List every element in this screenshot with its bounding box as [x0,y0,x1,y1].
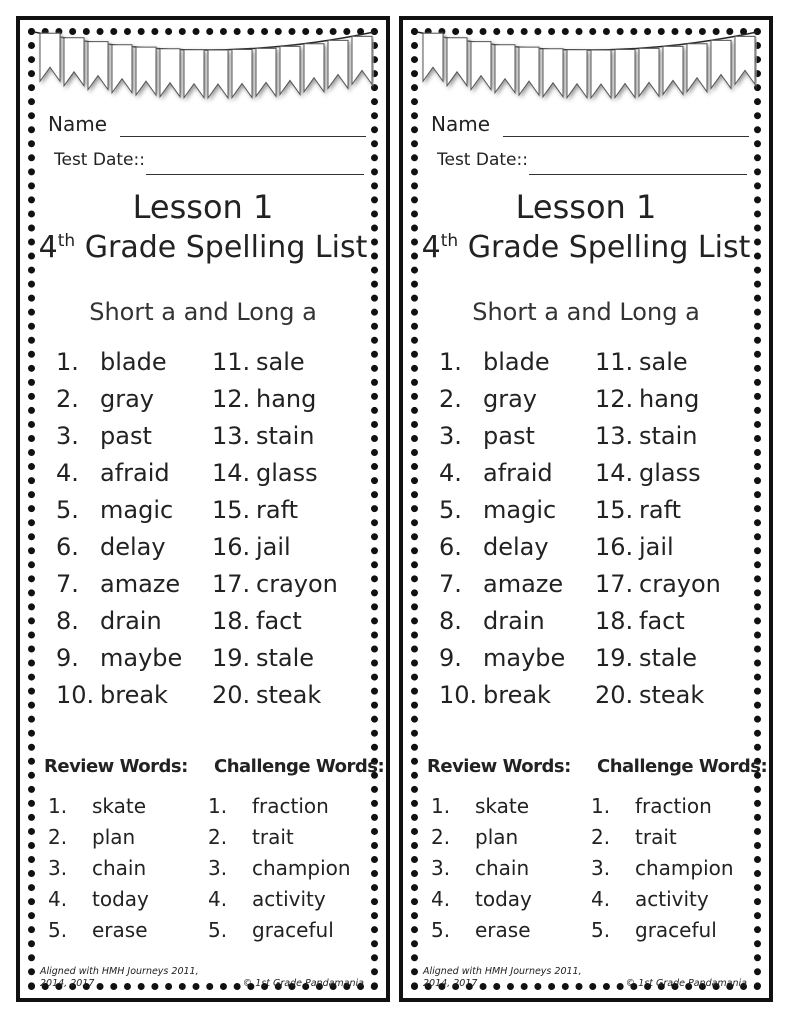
review-word: erase [475,918,531,942]
word-number: 7. [56,570,79,598]
dotted-border [28,28,378,990]
word-number: 14. [595,459,634,487]
spelling-word: fact [639,607,685,635]
challenge-word: champion [635,856,734,880]
word-number: 3. [56,422,79,450]
bunting-banner [417,28,757,108]
test-date-field-line[interactable] [529,174,747,175]
review-word: erase [92,918,148,942]
bunting-flag [328,40,348,88]
word-number: 18. [595,607,634,635]
bunting-flag [423,33,443,81]
bunting-flag [136,47,156,95]
bunting-flag [639,48,659,96]
spelling-word: crayon [639,570,721,598]
word-number: 2. [56,385,79,413]
bunting-flag [519,47,539,95]
bunting-flag [256,48,276,96]
spelling-word: raft [639,496,682,524]
word-number: 5. [56,496,79,524]
review-word: today [92,887,149,911]
spelling-word: jail [639,533,674,561]
spelling-word: stale [256,644,315,672]
footer-aligned-line1: Aligned with HMH Journeys 2011, [40,966,199,977]
challenge-word: activity [635,887,709,911]
word-number: 16. [595,533,634,561]
review-word-number: 1. [48,794,68,818]
word-number: 6. [56,533,79,561]
spelling-word: maybe [483,644,566,672]
bunting-flag [735,36,755,84]
spelling-card-right [399,16,773,1002]
lesson-title: Lesson 1 [515,188,657,226]
bunting-banner [34,28,374,108]
review-word: today [475,887,532,911]
spelling-word: maybe [100,644,183,672]
word-number: 20. [212,681,251,709]
bunting-flag [112,45,132,93]
challenge-word: graceful [635,918,717,942]
subtitle: Short a and Long a [89,298,317,326]
dotted-border [411,28,761,990]
word-number: 13. [595,422,634,450]
word-number: 19. [595,644,634,672]
word-number: 6. [439,533,462,561]
grade-title-text: Grade Spelling List [84,230,368,265]
footer-aligned-line2: 2014, 2017 [423,978,478,989]
word-number: 17. [595,570,634,598]
subtitle: Short a and Long a [472,298,700,326]
bunting-flag [184,50,204,98]
bunting-flag [40,33,60,81]
review-word-number: 4. [48,887,68,911]
word-number: 17. [212,570,251,598]
spelling-word: past [483,422,535,450]
name-field-line[interactable] [503,136,749,137]
challenge-word: trait [252,825,294,849]
spelling-word: blade [483,348,550,376]
spelling-word: glass [256,459,318,487]
word-number: 10. [439,681,478,709]
spelling-word: gray [100,385,155,413]
challenge-word-number: 4. [591,887,611,911]
bunting-flag [495,45,515,93]
spelling-word: glass [639,459,701,487]
bunting-flag [471,42,491,90]
word-number: 10. [56,681,95,709]
spelling-word: sale [639,348,688,376]
review-word: plan [92,825,136,849]
review-word-number: 1. [431,794,451,818]
challenge-word: trait [635,825,677,849]
word-number: 2. [439,385,462,413]
footer-aligned [40,966,199,990]
challenge-word: graceful [252,918,334,942]
word-number: 8. [56,607,79,635]
bunting-flag [615,50,635,98]
spelling-word: delay [100,533,166,561]
review-word-number: 4. [431,887,451,911]
bunting-flag [591,50,611,98]
review-word-number: 5. [431,918,451,942]
review-word: skate [475,794,530,818]
review-word-number: 3. [431,856,451,880]
grade-title [403,230,769,265]
spelling-word: hang [639,385,700,413]
spelling-word: amaze [100,570,181,598]
spelling-word: magic [483,496,557,524]
review-words-heading: Review Words: [44,756,188,777]
spelling-word: gray [483,385,538,413]
challenge-word-number: 2. [591,825,611,849]
word-number: 11. [212,348,251,376]
bunting-flag [160,49,180,97]
challenge-word-number: 1. [591,794,611,818]
challenge-word-number: 3. [591,856,611,880]
word-number: 1. [56,348,79,376]
word-number: 15. [212,496,251,524]
spelling-card-left [16,16,390,1002]
challenge-word-number: 3. [208,856,228,880]
challenge-word-number: 2. [208,825,228,849]
bunting-flag [447,38,467,86]
bunting-flag [567,50,587,98]
challenge-words-heading: Challenge Words: [214,756,385,777]
review-word-number: 5. [48,918,68,942]
word-number: 9. [439,644,462,672]
spelling-word: steak [639,681,705,709]
bunting-flag [64,38,84,86]
challenge-word: fraction [635,794,712,818]
name-label: Name [48,112,108,136]
name-label: Name [431,112,491,136]
word-number: 9. [56,644,79,672]
spelling-word: raft [256,496,299,524]
challenge-word-number: 4. [208,887,228,911]
grade-title-text: Grade Spelling List [467,230,751,265]
spelling-word: break [483,681,551,709]
word-number: 4. [439,459,462,487]
footer-copyright: © 1st Grade Pandamania [625,978,747,989]
challenge-word-number: 5. [208,918,228,942]
word-number: 20. [595,681,634,709]
word-number: 4. [56,459,79,487]
spelling-word: fact [256,607,302,635]
word-number: 18. [212,607,251,635]
spelling-word: amaze [483,570,564,598]
bunting-flag [304,44,324,92]
review-word: plan [475,825,519,849]
bunting-flag [232,50,252,98]
spelling-word: delay [483,533,549,561]
word-number: 13. [212,422,251,450]
word-number: 5. [439,496,462,524]
spelling-word: afraid [100,459,170,487]
bunting-flag [663,46,683,94]
test-date-field-line[interactable] [146,174,364,175]
grade-suffix: th [440,231,459,251]
word-number: 16. [212,533,251,561]
challenge-word-number: 1. [208,794,228,818]
bunting-flag [352,36,372,84]
review-word-number: 3. [48,856,68,880]
word-number: 11. [595,348,634,376]
word-number: 12. [212,385,251,413]
word-number: 3. [439,422,462,450]
word-number: 15. [595,496,634,524]
spelling-word: break [100,681,168,709]
bunting-flag [687,44,707,92]
review-words-heading: Review Words: [427,756,571,777]
spelling-word: magic [100,496,174,524]
footer-aligned-line1: Aligned with HMH Journeys 2011, [423,966,582,977]
spelling-word: steak [256,681,322,709]
spelling-word: sale [256,348,305,376]
grade-title [20,230,386,265]
footer-aligned [423,966,582,990]
review-word: skate [92,794,147,818]
spelling-word: stain [639,422,698,450]
word-number: 7. [439,570,462,598]
spelling-word: drain [483,607,545,635]
bunting-flag [711,40,731,88]
review-word: chain [475,856,530,880]
grade-number: 4 [38,230,58,265]
spelling-word: stain [256,422,315,450]
footer-copyright: © 1st Grade Pandamania [242,978,364,989]
lesson-title: Lesson 1 [132,188,274,226]
challenge-word-number: 5. [591,918,611,942]
spelling-word: past [100,422,152,450]
review-word-number: 2. [431,825,451,849]
test-date-label: Test Date:: [437,150,528,170]
word-number: 12. [595,385,634,413]
word-number: 19. [212,644,251,672]
word-number: 14. [212,459,251,487]
review-word: chain [92,856,147,880]
challenge-word: activity [252,887,326,911]
grade-suffix: th [57,231,76,251]
bunting-flag [543,49,563,97]
challenge-word: champion [252,856,351,880]
grade-number: 4 [421,230,441,265]
spelling-word: jail [256,533,291,561]
test-date-label: Test Date:: [54,150,145,170]
spelling-word: blade [100,348,167,376]
bunting-flag [280,46,300,94]
challenge-words-heading: Challenge Words: [597,756,768,777]
name-field-line[interactable] [120,136,366,137]
spelling-word: afraid [483,459,553,487]
bunting-flag [208,50,228,98]
bunting-flag [88,42,108,90]
word-number: 8. [439,607,462,635]
spelling-word: hang [256,385,317,413]
spelling-word: drain [100,607,162,635]
spelling-word: stale [639,644,698,672]
review-word-number: 2. [48,825,68,849]
word-number: 1. [439,348,462,376]
spelling-word: crayon [256,570,338,598]
challenge-word: fraction [252,794,329,818]
footer-aligned-line2: 2014, 2017 [40,978,95,989]
